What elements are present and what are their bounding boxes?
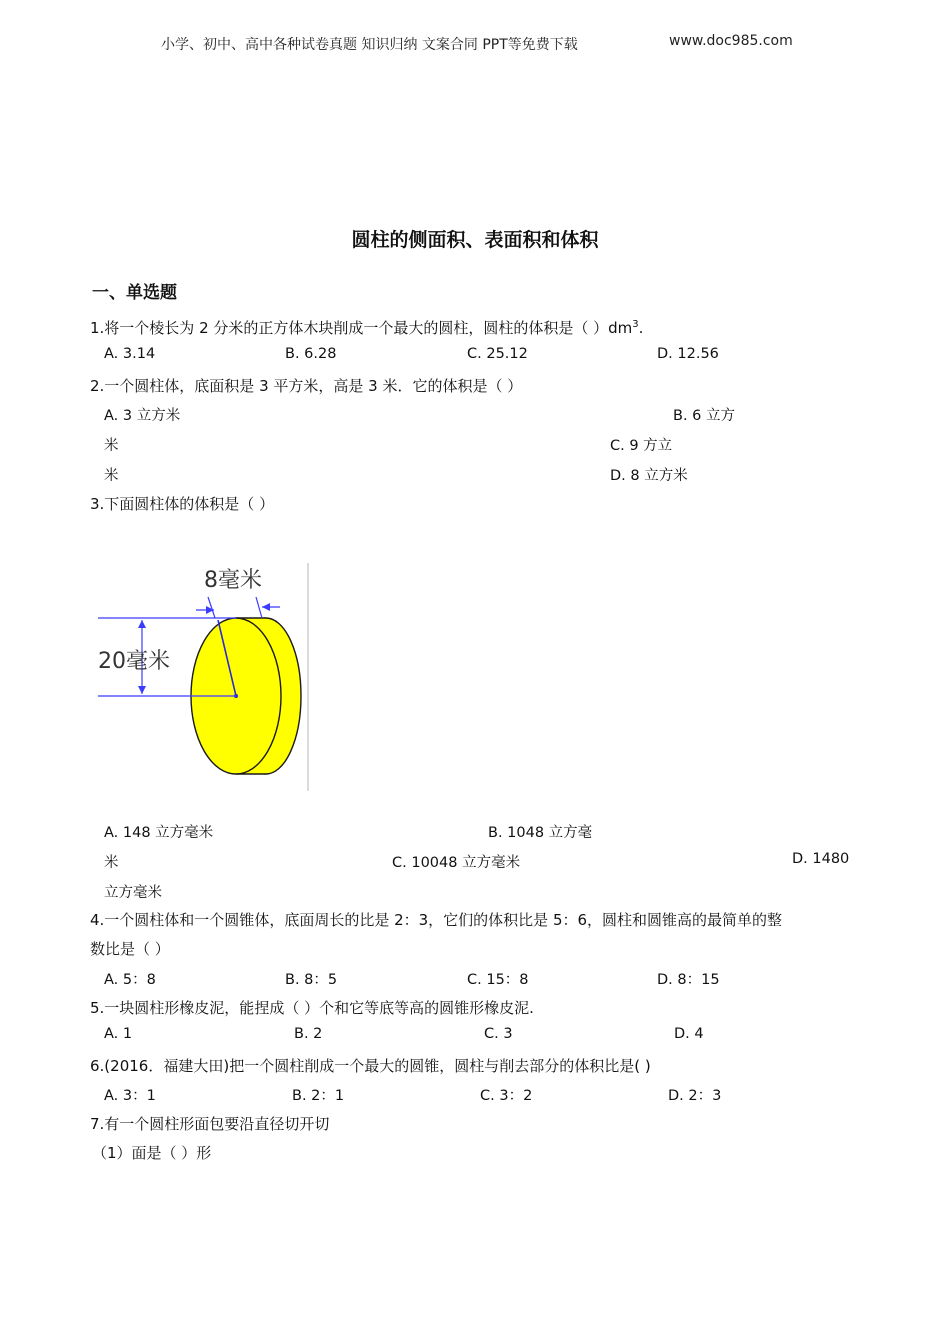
header-site-link[interactable]: www.doc985.com — [669, 33, 793, 49]
question-1 — [90, 317, 643, 338]
q3-option-d[interactable]: D. 1480 — [792, 851, 850, 867]
question-3: 3.下面圆柱体的体积是（ ） — [90, 495, 275, 513]
page-title: 圆柱的侧面积、表面积和体积 — [351, 229, 599, 251]
q5-option-d[interactable]: D. 4 — [674, 1026, 704, 1042]
q2-option-c[interactable]: C. 9 方立 — [610, 438, 673, 454]
q6-option-d[interactable]: D. 2：3 — [668, 1088, 722, 1104]
q3-option-b-wrap: 米 — [104, 855, 119, 871]
section-heading: 一、单选题 — [92, 283, 177, 303]
q4-option-b[interactable]: B. 8：5 — [285, 972, 338, 988]
q3-option-b[interactable]: B. 1048 立方毫 — [488, 825, 593, 841]
header-banner: 小学、初中、高中各种试卷真题 知识归纳 文案合同 PPT等免费下载 — [161, 37, 578, 53]
question-1-superscript: 3 — [632, 319, 639, 330]
q5-option-c[interactable]: C. 3 — [484, 1026, 513, 1042]
q5-option-a[interactable]: A. 1 — [104, 1026, 133, 1042]
question-7: 7.有一个圆柱形面包要沿直径切开切 — [90, 1115, 330, 1133]
q2-option-c-wrap: 米 — [104, 468, 119, 484]
question-1-tail: . — [638, 319, 644, 337]
figure-label-thickness: 8毫米 — [204, 568, 262, 593]
q2-option-d[interactable]: D. 8 立方米 — [610, 468, 688, 484]
q1-option-a[interactable]: A. 3.14 — [104, 346, 156, 362]
q3-option-d-wrap: 立方毫米 — [104, 885, 162, 901]
q4-option-a[interactable]: A. 5：8 — [104, 972, 156, 988]
q1-option-c[interactable]: C. 25.12 — [467, 346, 528, 362]
question-4-line1: 4.一个圆柱体和一个圆锥体，底面周长的比是 2：3，它们的体积比是 5：6，圆柱和圆锥高的最简单的整 — [90, 911, 783, 929]
q6-option-c[interactable]: C. 3：2 — [480, 1088, 533, 1104]
question-5: 5.一块圆柱形橡皮泥，能捏成（ ）个和它等底等高的圆锥形橡皮泥. — [90, 999, 534, 1017]
q4-option-d[interactable]: D. 8：15 — [657, 972, 720, 988]
cylinder-figure — [90, 555, 320, 795]
q5-option-b[interactable]: B. 2 — [294, 1026, 323, 1042]
q2-option-b[interactable]: B. 6 立方 — [673, 408, 736, 424]
question-6: 6.(2016．福建大田)把一个圆柱削成一个最大的圆锥，圆柱与削去部分的体积比是( ) — [90, 1057, 651, 1075]
q2-option-b-wrap: 米 — [104, 438, 119, 454]
q4-option-c[interactable]: C. 15：8 — [467, 972, 529, 988]
question-7-sub1: （1）面是（ ）形 — [92, 1144, 212, 1162]
question-2: 2.一个圆柱体，底面积是 3 平方米，高是 3 米．它的体积是（ ） — [90, 377, 523, 395]
figure-label-radius: 20毫米 — [98, 649, 170, 674]
q6-option-b[interactable]: B. 2：1 — [292, 1088, 345, 1104]
q3-option-c[interactable]: C. 10048 立方毫米 — [392, 855, 521, 871]
q3-option-a[interactable]: A. 148 立方毫米 — [104, 825, 214, 841]
q1-option-b[interactable]: B. 6.28 — [285, 346, 337, 362]
question-4-line2: 数比是（ ） — [90, 940, 170, 958]
q1-option-d[interactable]: D. 12.56 — [657, 346, 719, 362]
question-1-text: 1.将一个棱长为 2 分米的正方体木块削成一个最大的圆柱，圆柱的体积是（ ）dm — [90, 319, 633, 337]
q2-option-a[interactable]: A. 3 立方米 — [104, 408, 181, 424]
q6-option-a[interactable]: A. 3：1 — [104, 1088, 156, 1104]
